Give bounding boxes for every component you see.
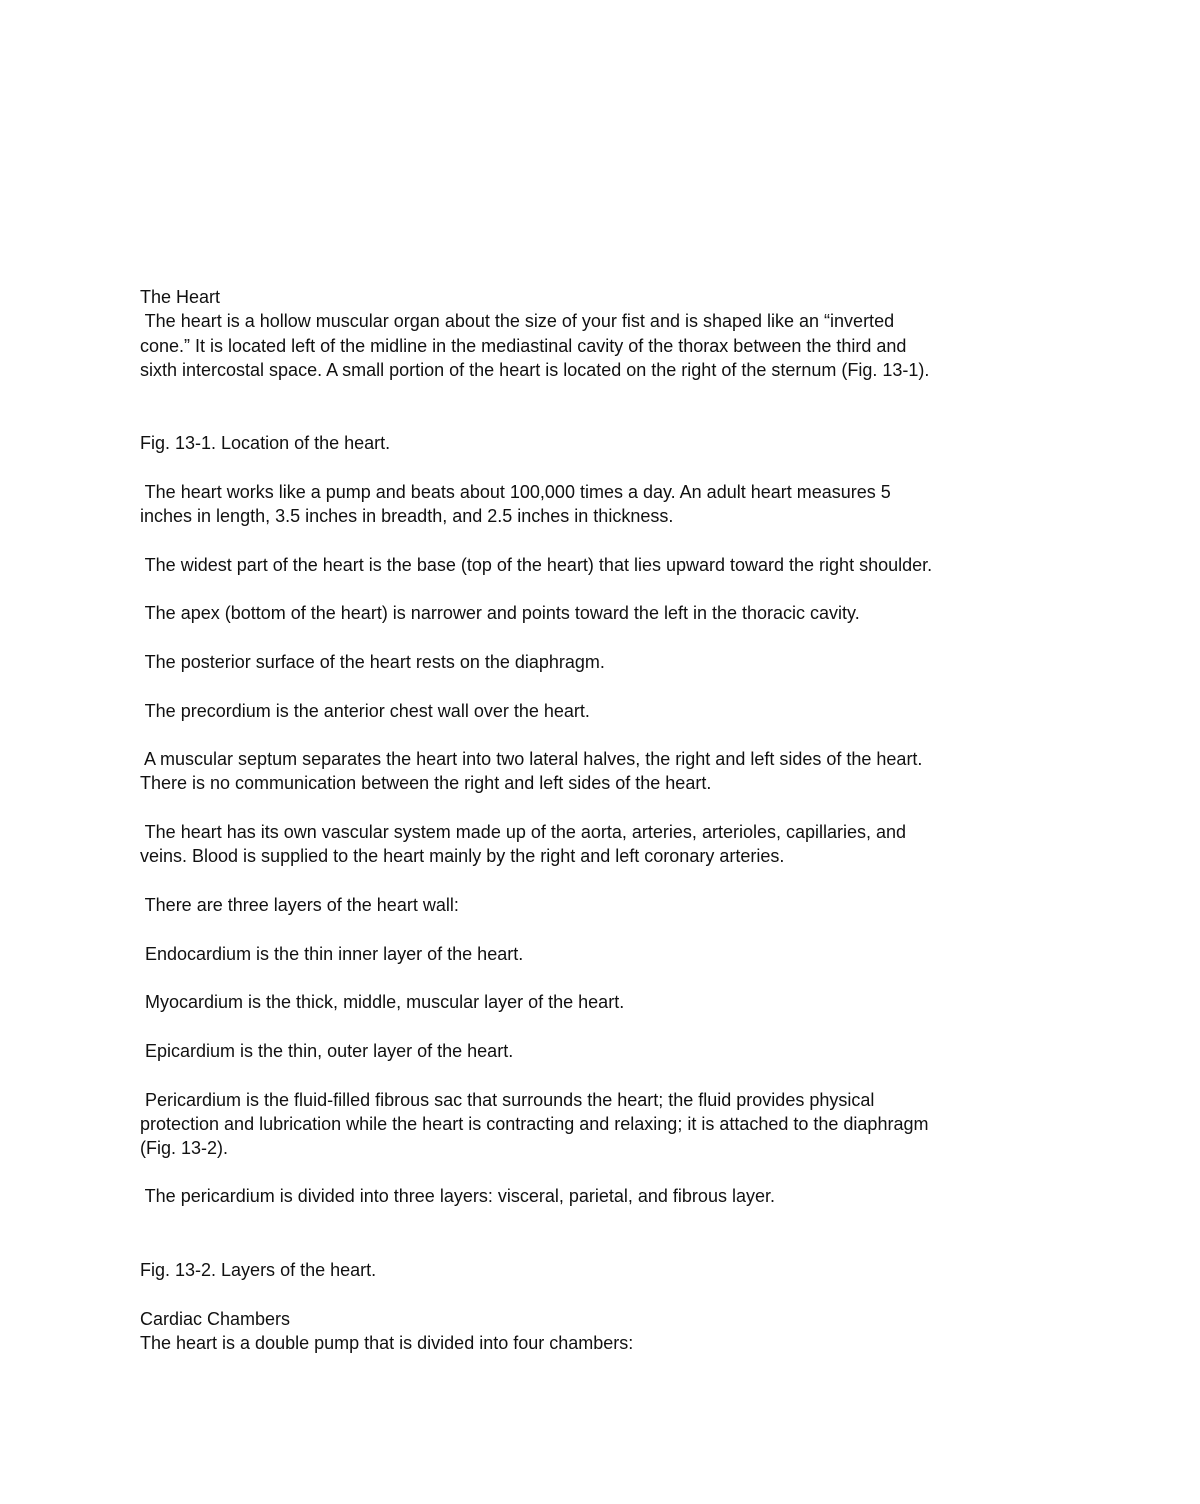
paragraph-line: The posterior surface of the heart rests on the diaphragm. xyxy=(140,652,605,672)
paragraph-line: Pericardium is the fluid-filled fibrous sac that surrounds the heart; the fluid provides physical xyxy=(140,1090,875,1110)
paragraph-line: inches in length, 3.5 inches in breadth, and 2.5 inches in thickness. xyxy=(140,506,674,526)
figure-caption: Fig. 13-1. Location of the heart. xyxy=(140,433,391,453)
paragraph-line: The pericardium is divided into three layers: visceral, parietal, and fibrous layer. xyxy=(140,1186,775,1206)
figure-caption: Fig. 13-2. Layers of the heart. xyxy=(140,1260,377,1280)
paragraph-line: cone.” It is located left of the midline in the mediastinal cavity of the thorax between the third and xyxy=(140,336,907,356)
paragraph-line: The heart is a hollow muscular organ about the size of your fist and is shaped like an “inverted xyxy=(140,311,895,331)
paragraph-line: There are three layers of the heart wall: xyxy=(140,895,459,915)
paragraph-line: Epicardium is the thin, outer layer of the heart. xyxy=(140,1041,514,1061)
paragraph-line: Myocardium is the thick, middle, muscular layer of the heart. xyxy=(140,992,625,1012)
paragraph-line: A muscular septum separates the heart into two lateral halves, the right and left sides of the heart. xyxy=(140,749,923,769)
paragraph-line: There is no communication between the right and left sides of the heart. xyxy=(140,773,712,793)
paragraph-line: The heart works like a pump and beats about 100,000 times a day. An adult heart measures 5 xyxy=(140,482,891,502)
paragraph-line: The precordium is the anterior chest wall over the heart. xyxy=(140,701,590,721)
paragraph-line: The widest part of the heart is the base (top of the heart) that lies upward toward the right shoulder. xyxy=(140,555,933,575)
paragraph-line: veins. Blood is supplied to the heart mainly by the right and left coronary arteries. xyxy=(140,846,785,866)
subsection-heading: Cardiac Chambers xyxy=(140,1309,291,1329)
paragraph-line: The heart is a double pump that is divided into four chambers: xyxy=(140,1333,634,1353)
section-heading: The Heart xyxy=(140,287,221,307)
paragraph-line: (Fig. 13-2). xyxy=(140,1138,229,1158)
paragraph-line: Endocardium is the thin inner layer of the heart. xyxy=(140,944,524,964)
paragraph-line: The apex (bottom of the heart) is narrower and points toward the left in the thoracic cavity. xyxy=(140,603,860,623)
paragraph-line: The heart has its own vascular system made up of the aorta, arteries, arterioles, capillaries, and xyxy=(140,822,907,842)
paragraph-line: sixth intercostal space. A small portion of the heart is located on the right of the sternum (Fig. 13-1). xyxy=(140,360,930,380)
paragraph-line: protection and lubrication while the heart is contracting and relaxing; it is attached to the diaphragm xyxy=(140,1114,929,1134)
